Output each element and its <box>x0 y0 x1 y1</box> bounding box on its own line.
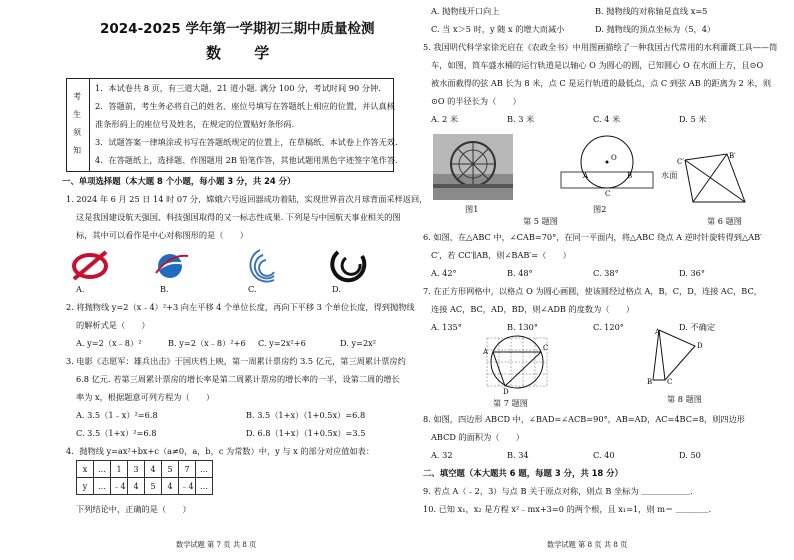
q1-option-c[interactable]: C. <box>248 284 257 294</box>
q6-text: C′，若 CC′∥AB，则∠BAB′=（ ） <box>431 250 571 260</box>
q1-option-a[interactable]: A. <box>76 284 85 294</box>
q4-option-d[interactable]: D. 抛物线的顶点坐标为（5，4） <box>595 24 716 34</box>
q4-value-table <box>76 460 213 495</box>
q2-text: 2. 将抛物线 y=2（x﹣4）²+3 向左平移 4 个单位长度，再向下平移 3 个单位长度，得到抛物线 <box>66 302 415 312</box>
table-cell: 5 <box>162 461 179 478</box>
q5-option-d[interactable]: D. 5 米 <box>679 114 707 124</box>
q2-option-a[interactable]: A. y=2（x﹣8）² <box>76 338 142 348</box>
fig7-caption: 第 7 题图 <box>493 398 528 408</box>
notice-line: 准条形码上的座位号及姓名，在规定的位置贴好条形码. <box>95 119 295 129</box>
svg-text:O: O <box>611 154 617 162</box>
logo-c-icon <box>250 250 274 282</box>
q1-option-d[interactable]: D. <box>332 284 341 294</box>
q1-option-b[interactable]: B. <box>160 284 169 294</box>
notice-line: 4．在答题纸上，选择题、作图题用 2B 铅笔作答，其他试题用黑色字迹签字笔作答. <box>95 155 398 165</box>
q7-option-b[interactable]: B. 130° <box>507 322 538 332</box>
svg-text:C: C <box>667 378 673 386</box>
q5-text: ⊙O 的半径长为（ ） <box>431 96 521 106</box>
table-cell: ﹣4 <box>179 478 196 495</box>
q1-text: 标，其中可以看作是中心对称图形的是（ ） <box>76 230 248 240</box>
q3-text: 6.8 亿元. 若第三周累计票房的增长率是第二周累计票房的增长率的一半，设第二周的增长 <box>76 374 400 384</box>
table-cell: 4 <box>128 478 145 495</box>
right-page <box>397 0 794 560</box>
table-cell: … <box>196 478 213 495</box>
logo-a-icon <box>74 252 106 279</box>
page-footer: 数学试题 第 8 页 共 8 页 <box>547 540 628 549</box>
subject-title: 数 学 <box>206 44 284 62</box>
q1-logos <box>70 246 400 288</box>
table-cell: 4 <box>162 478 179 495</box>
q8-option-d[interactable]: D. 50 <box>679 450 701 460</box>
rotation-triangle-diagram <box>675 152 755 208</box>
svg-text:D: D <box>697 342 703 350</box>
q8-text: 8. 如图，四边形 ABCD 中，∠BAD=∠ACB=90°，AB=AD，AC=4BC=8，则四边形 <box>423 414 745 424</box>
q1-text: 这是我国建设航天强国、科技强国取得的又一标志性成果. 下列是与中国航天事业相关的图 <box>76 212 401 222</box>
section-1-heading: 一、单项选择题（本大题 8 个小题，每小题 3 分，共 24 分） <box>62 176 296 186</box>
fig5-caption: 第 5 题图 <box>523 216 558 226</box>
q3-option-d[interactable]: D. 6.8（1+x）（1+0.5x）=3.5 <box>246 428 366 438</box>
table-cell: … <box>196 461 213 478</box>
notice-label-char: 知 <box>73 146 81 155</box>
q3-text: 率为 x，根据题意可列方程为（ ） <box>76 392 215 402</box>
svg-text:C: C <box>543 344 549 352</box>
table-cell: 5 <box>145 478 162 495</box>
q1-text: 1. 2024 年 6 月 25 日 14 时 07 分，嫦娥六号返回器成功着陆，实现世界首次月球背面采样返回， <box>66 194 428 204</box>
q3-text: 3. 电影《志愿军：雄兵出击》于国庆档上映，第一周累计票房约 3.5 亿元，第三周累计票房约 <box>66 356 406 366</box>
q5-option-c[interactable]: C. 4 米 <box>593 114 621 124</box>
q6-option-c[interactable]: C. 38° <box>593 268 619 278</box>
q4-option-a[interactable]: A. 抛物线开口向上 <box>431 6 500 16</box>
table-row <box>77 478 213 495</box>
svg-text:B′: B′ <box>729 152 736 160</box>
q8-option-a[interactable]: A. 32 <box>431 450 453 460</box>
q2-text: 的解析式是（ ） <box>76 320 150 330</box>
q8-option-b[interactable]: B. 34 <box>507 450 529 460</box>
q9-text: 9. 若点 A（﹣2，3）与点 B 关于原点对称，则点 B 坐标为 ＿＿＿＿＿＿. <box>423 486 693 496</box>
svg-text:C′: C′ <box>677 158 684 166</box>
svg-text:D: D <box>503 388 509 396</box>
q4-tail: 下列结论中，正确的是（ ） <box>76 504 191 514</box>
notice-line: 3．试题答案一律填涂或书写在答题纸规定的位置上，在草稿纸、本试卷上作答无效. <box>95 137 398 147</box>
notice-box <box>66 78 398 172</box>
q2-option-c[interactable]: C. y=2x²+6 <box>258 338 306 348</box>
table-cell: ﹣4 <box>111 478 128 495</box>
q6-option-a[interactable]: A. 42° <box>431 268 457 278</box>
q6-option-b[interactable]: B. 48° <box>507 268 533 278</box>
page-footer: 数学试题 第 7 页 共 8 页 <box>176 540 257 549</box>
notice-label-char: 考 <box>73 92 81 101</box>
logo-d-icon <box>332 252 364 280</box>
fig8-caption: 第 8 题图 <box>667 394 702 404</box>
q8-text: ABCD 的面积为（ ） <box>431 432 525 442</box>
q5-option-a[interactable]: A. 2 米 <box>431 114 459 124</box>
svg-text:A: A <box>655 328 661 336</box>
q2-option-d[interactable]: D. y=2x² <box>340 338 377 348</box>
q4-option-c[interactable]: C. 当 x＞5 时，y 随 x 的增大而减小 <box>431 24 565 34</box>
q2-option-b[interactable]: B. y=2（x﹣8）²+6 <box>168 338 246 348</box>
notice-label <box>67 79 90 171</box>
circle-water-diagram <box>557 134 667 200</box>
q3-option-b[interactable]: B. 3.5（1+x）（1+0.5x）=6.8 <box>246 410 366 420</box>
svg-text:B: B <box>627 172 633 180</box>
table-row <box>77 461 213 478</box>
notice-line: 2．答题前，考生务必将自己的姓名、座位号填写在答题纸上相应的位置，并认真核 <box>95 101 395 111</box>
q7-option-c[interactable]: C. 120° <box>593 322 624 332</box>
q7-text: 连接 AC，BC，AD，BD，则∠ADB 的度数为（ ） <box>431 304 635 314</box>
grid-circle-diagram <box>481 332 553 396</box>
q7-option-a[interactable]: A. 135° <box>431 322 462 332</box>
water-surface-label: 水面 <box>661 170 678 180</box>
q5-text: 被水面截得的弦 AB 长为 8 米，点 C 是运行轨道的最低点，点 C 到弦 AB 的距离为 2 米，则 <box>431 78 772 88</box>
q6-option-d[interactable]: D. 36° <box>679 268 705 278</box>
q10-text: 10. 已知 x₁，x₂ 是方程 x²﹣mx+3=0 的两个根，且 x₁=1，则 m＝ ＿＿＿＿. <box>423 504 712 514</box>
table-cell: 1 <box>111 461 128 478</box>
fig1-label: 图1 <box>465 204 479 214</box>
q8-option-c[interactable]: C. 40 <box>593 450 615 460</box>
table-cell: … <box>94 461 111 478</box>
quadrilateral-diagram <box>645 326 705 386</box>
q7-text: 7. 在正方形网格中，以格点 O 为圆心画圆，使该圆经过格点 A，B，C，D，连接 AC，BC， <box>423 286 762 296</box>
svg-text:B: B <box>647 378 653 386</box>
notice-line: 1．本试卷共 8 页，有三道大题，21 道小题. 满分 100 分，考试时间 90 分钟. <box>95 83 381 93</box>
svg-text:A: A <box>483 348 489 356</box>
table-cell: … <box>94 478 111 495</box>
q4-text: 4．抛物线 y=ax²+bx+c（a≠0，a，b，c 为常数）中，y 与 x 的部分对应值如表： <box>66 446 375 456</box>
q3-option-c[interactable]: C. 3.5（1+x）²=6.8 <box>76 428 157 438</box>
q6-text: 6. 如图，在△ABC 中，∠CAB=70°，在同一平面内，将△ABC 绕点 A 逆时针旋转得到△AB′ <box>423 232 763 242</box>
q4-option-b[interactable]: B. 抛物线的对称轴是直线 x=5 <box>595 6 708 16</box>
section-2-heading: 二、填空题（本大题共 6 题，每题 3 分，共 18 分） <box>423 468 623 478</box>
fig2-label: 图2 <box>593 204 607 214</box>
table-cell: x <box>77 461 94 478</box>
q7-option-d[interactable]: D. 不确定 <box>679 322 716 332</box>
q3-option-a[interactable]: A. 3.5（1﹣x）²=6.8 <box>76 410 158 420</box>
logo-b-icon <box>156 254 188 278</box>
fig6-caption: 第 6 题图 <box>707 216 742 226</box>
table-cell: 4 <box>145 461 162 478</box>
svg-text:A: A <box>583 172 589 180</box>
table-cell: 3 <box>128 461 145 478</box>
table-cell: y <box>77 478 94 495</box>
q5-text: 5. 我国明代科学家徐光启在《农政全书》中用图画描绘了一种我国古代常用的水利灌溉工具——筒 <box>423 42 778 52</box>
q5-text: 车，如图，筒车盛水桶的运行轨道是以轴心 O 为圆心的圆，已知圆心 O 在水面上方，且⊙O <box>431 60 764 70</box>
notice-label-char: 生 <box>73 110 81 119</box>
notice-label-char: 须 <box>73 128 81 137</box>
table-cell: 7 <box>179 461 196 478</box>
waterwheel-photo <box>433 134 513 200</box>
svg-text:C: C <box>605 190 611 198</box>
exam-title: 2024-2025 学年第一学期初三期中质量检测 <box>100 21 375 37</box>
q5-option-b[interactable]: B. 3 米 <box>507 114 535 124</box>
